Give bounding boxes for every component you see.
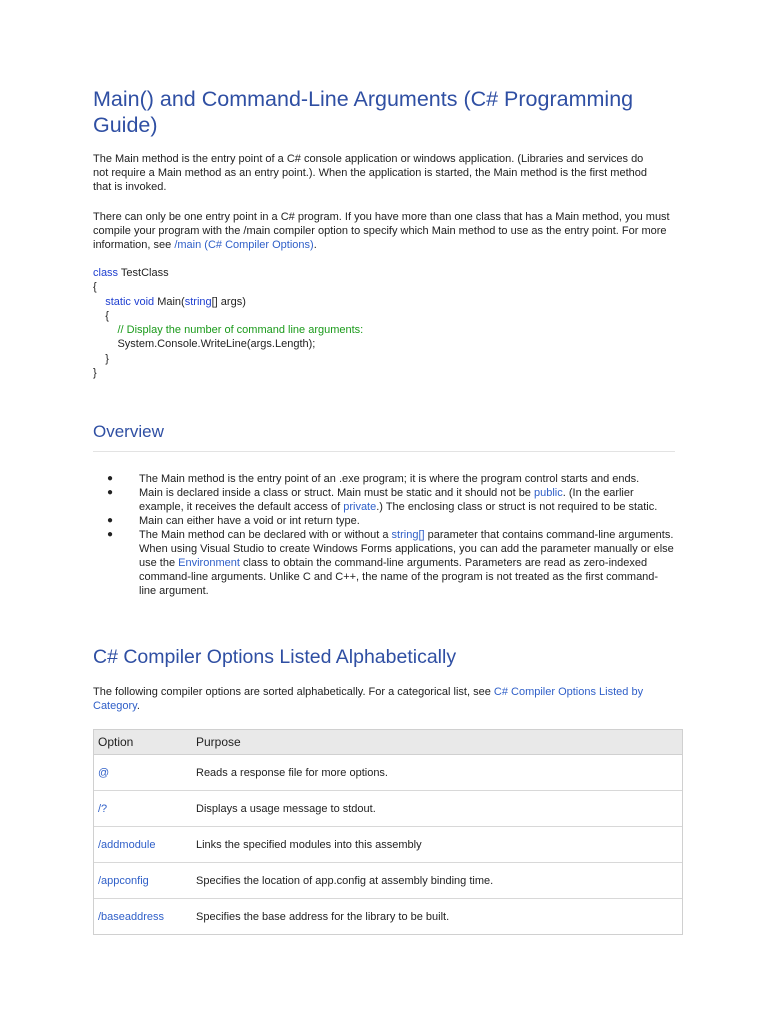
- text-run: .: [136, 700, 140, 712]
- bullet-icon: ●: [107, 473, 114, 484]
- code-line: [93, 338, 315, 350]
- list-item-text: [131, 472, 675, 486]
- intro-paragraph-2: [93, 210, 677, 252]
- code-line: [93, 281, 97, 293]
- text-run: method, you must compile your program with the: [93, 211, 670, 237]
- bullet-icon: ●: [107, 487, 114, 498]
- text-run: .) The enclosing class or struct is not required to be static.: [376, 501, 658, 513]
- list-item: [93, 514, 675, 528]
- text-run: is declared inside a class or struct.: [162, 487, 338, 499]
- text-run: method is the first method that is invoked.: [93, 167, 647, 193]
- compiler-options-table: [93, 729, 683, 935]
- code-line: [93, 324, 363, 336]
- table-row: [94, 827, 682, 863]
- option-link[interactable]: /?: [98, 802, 108, 815]
- option-cell: [94, 875, 196, 887]
- code-line: [93, 310, 109, 322]
- code-term: Main: [139, 515, 163, 527]
- column-header-option: Option: [98, 735, 134, 749]
- code-term: Main: [337, 487, 361, 499]
- code-text: }: [93, 367, 97, 380]
- code-term: Main: [555, 211, 580, 223]
- text-run: must be static and it should not be: [360, 487, 534, 499]
- code-line: [93, 367, 97, 379]
- code-keyword: class: [93, 267, 119, 279]
- purpose-cell: Specifies the location of app.config at assembly binding time.: [196, 874, 494, 887]
- text-run: method as an entry point.). When the application is started, the: [181, 167, 494, 179]
- overview-list: [93, 472, 675, 598]
- code-comment: // Display the number of command line arguments:: [117, 324, 364, 337]
- table-row: [94, 899, 682, 934]
- purpose-cell: Reads a response file for more options.: [196, 766, 388, 779]
- code-text: [93, 296, 105, 308]
- code-text: [] args): [211, 295, 246, 308]
- text-run: compiler option to specify which: [270, 225, 432, 237]
- purpose-cell: Links the specified modules into this assembly: [196, 838, 422, 851]
- option-cell: [94, 767, 196, 779]
- page-title: Main() and Command-Line Arguments (C# Programming Guide): [93, 87, 634, 137]
- code-term: Main: [115, 153, 139, 165]
- text-run: method is the entry point of an .exe program; it is where the program control starts and ends.: [184, 473, 640, 485]
- code-term: Main: [139, 487, 163, 499]
- code-line: [93, 296, 246, 308]
- text-run: method to use as the entry point. For more information, see: [93, 225, 667, 251]
- code-text: System.Console.WriteLine(args.Length);: [93, 338, 316, 351]
- code-term: Main: [161, 473, 185, 485]
- list-item: [93, 528, 675, 598]
- bullet-icon: ●: [107, 529, 114, 540]
- option-link[interactable]: @: [98, 766, 110, 779]
- inline-link[interactable]: Environment: [178, 557, 240, 569]
- list-item-text: [131, 528, 675, 598]
- code-term: Main: [431, 225, 456, 237]
- inline-link[interactable]: public: [533, 487, 563, 499]
- table-body: [94, 755, 682, 934]
- text-run: The: [93, 153, 116, 165]
- code-text: Main(: [154, 295, 185, 308]
- purpose-cell: Displays a usage message to stdout.: [196, 802, 376, 815]
- table-row: [94, 791, 682, 827]
- text-run: The: [139, 529, 162, 541]
- text-run: .: [313, 239, 317, 251]
- overview-heading: Overview: [93, 422, 164, 441]
- code-term: /main: [243, 225, 271, 237]
- inline-link[interactable]: string[]: [391, 529, 425, 541]
- list-item-text: [131, 486, 675, 514]
- text-run: . (In the earlier example, it receives the default access of: [139, 487, 634, 513]
- purpose-cell: Specifies the base address for the library to be built.: [196, 910, 450, 923]
- text-run: method is the entry point of a C# console application or windows application. (Libraries and services do not require a: [93, 153, 644, 179]
- table-row: [94, 863, 682, 899]
- code-text: {: [93, 309, 109, 322]
- text-run: The: [139, 473, 162, 485]
- overview-divider: [93, 451, 675, 452]
- option-link[interactable]: /baseaddress: [98, 910, 165, 923]
- text-run: There can only be one entry point in a C# program. If you have more than one class that has a: [93, 211, 556, 223]
- text-run: can either have a: [162, 515, 254, 527]
- table-header-row: [94, 730, 682, 755]
- text-run: parameter that contains command-line arguments. When using Visual Studio to create Windows Forms applications, you can add the parameter manually or else use the: [139, 529, 674, 569]
- option-cell: [94, 803, 196, 815]
- code-text: TestClass: [118, 267, 169, 279]
- intro-paragraph-1: [93, 152, 653, 194]
- code-keyword: static void: [105, 295, 155, 308]
- code-keyword: string: [184, 295, 212, 308]
- option-link[interactable]: /addmodule: [98, 838, 156, 851]
- list-item: [93, 486, 675, 514]
- column-header-purpose: Purpose: [196, 735, 241, 749]
- code-line: [93, 267, 169, 279]
- code-text: }: [93, 352, 109, 365]
- inline-link[interactable]: private: [343, 501, 377, 513]
- option-cell: [94, 911, 196, 923]
- compiler-options-heading: C# Compiler Options Listed Alphabetically: [93, 646, 457, 668]
- bullet-icon: ●: [107, 515, 114, 526]
- code-term: void: [253, 515, 274, 527]
- inline-link[interactable]: /main (C# Compiler Options): [174, 239, 314, 251]
- option-cell: [94, 839, 196, 851]
- text-run: return type.: [301, 515, 360, 527]
- list-item-text: [131, 514, 675, 528]
- text-run: or: [273, 515, 290, 527]
- code-text: {: [93, 281, 97, 294]
- code-term: Main: [493, 167, 518, 179]
- code-term: Main: [161, 529, 185, 541]
- code-term: int: [289, 515, 302, 527]
- code-term: Main: [157, 167, 182, 179]
- list-item: [93, 472, 675, 486]
- text-run: method can be declared with or without a: [184, 529, 392, 541]
- inline-link[interactable]: C# Compiler Options Listed by Category: [93, 686, 644, 712]
- text-run: class to obtain the command-line arguments. Parameters are read as zero-indexed command-line arguments. Unlike C and C++, the name of the program is not treated as the first command-line argument.: [139, 557, 659, 597]
- table-row: [94, 755, 682, 791]
- option-link[interactable]: /appconfig: [98, 874, 149, 887]
- code-sample: [93, 266, 363, 380]
- text-run: The following compiler options are sorted alphabetically. For a categorical list, see: [93, 686, 494, 698]
- code-text: [93, 324, 117, 336]
- compiler-options-intro: [93, 685, 663, 713]
- code-line: [93, 353, 109, 365]
